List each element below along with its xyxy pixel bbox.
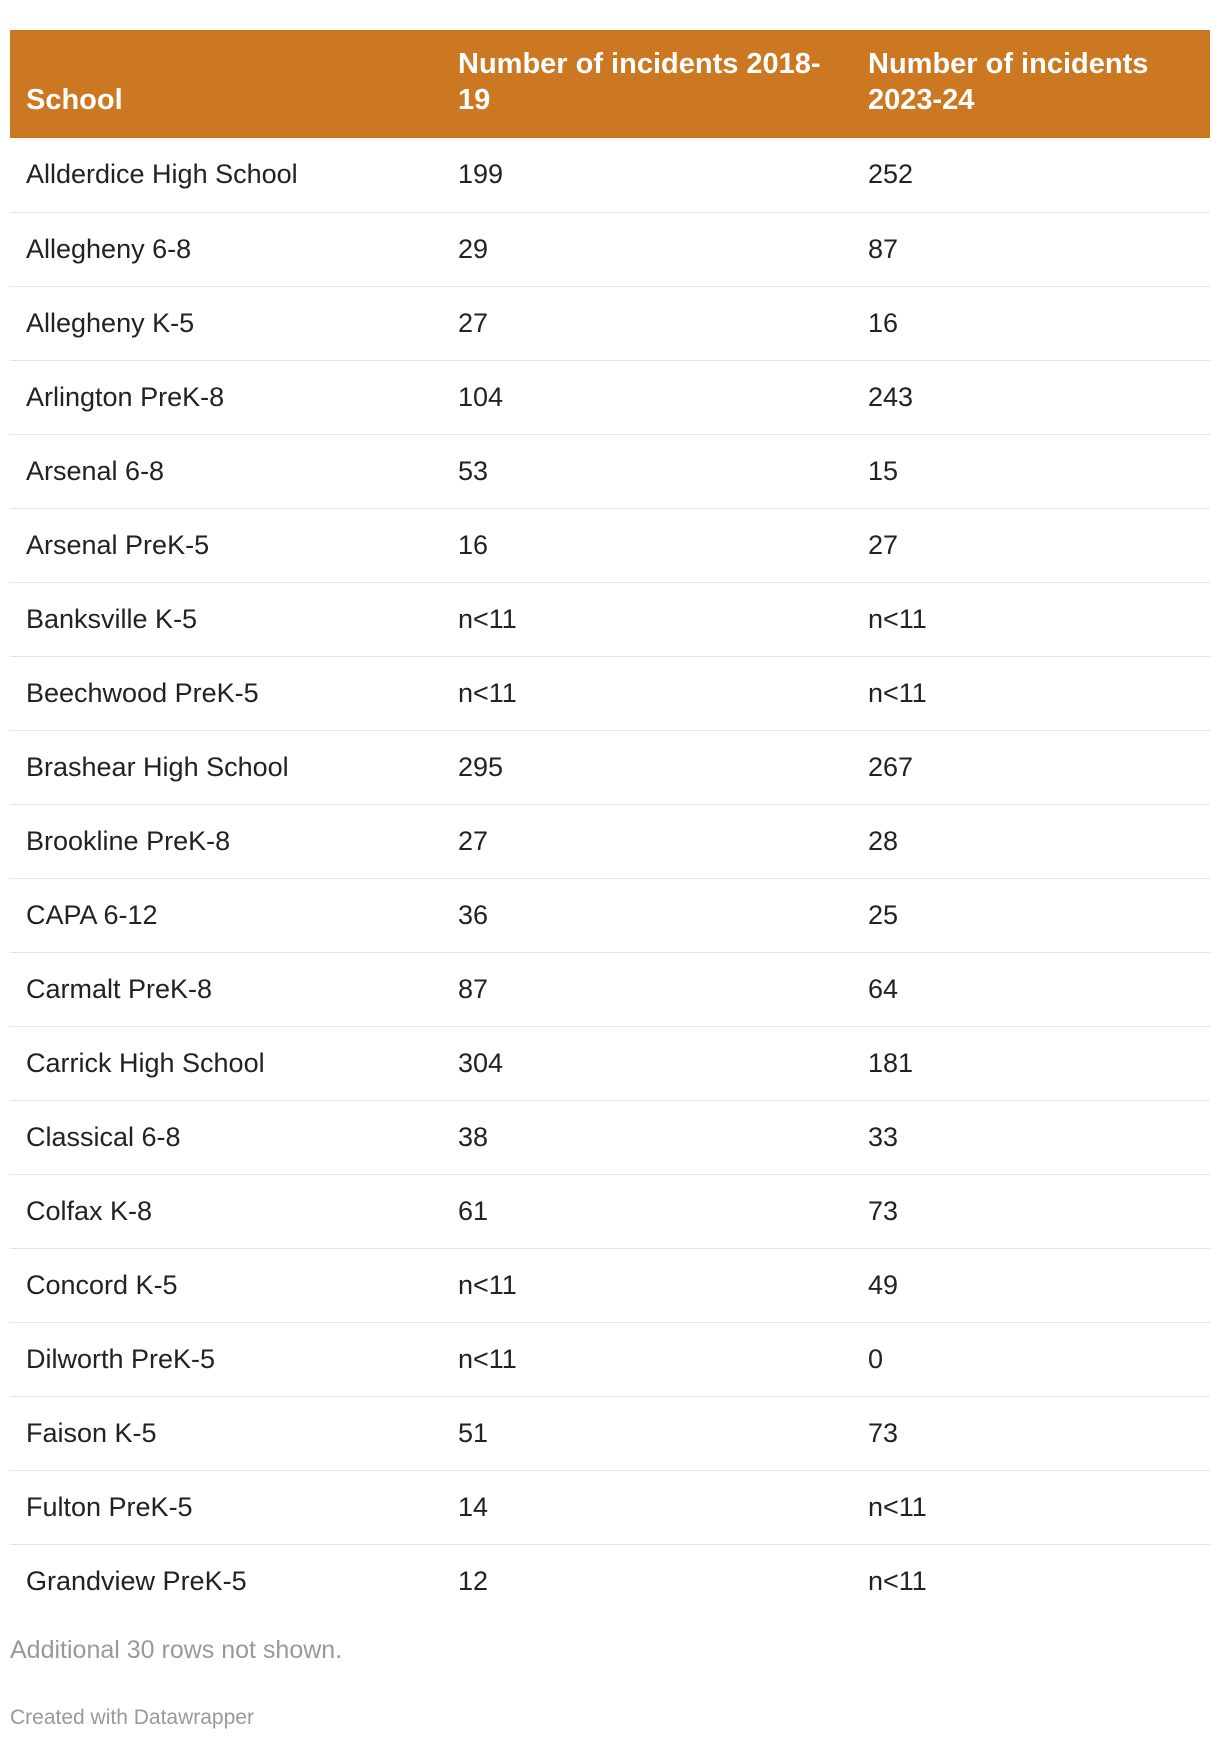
- school-name-cell: Brashear High School: [26, 751, 289, 782]
- incidents-2018-19-cell: 104: [458, 381, 504, 412]
- incidents-2023-24-cell: n<11: [868, 603, 927, 634]
- incidents-2018-19-cell: 27: [458, 307, 489, 338]
- table-row: [10, 878, 1210, 952]
- school-name-cell: Concord K-5: [26, 1269, 178, 1300]
- school-name-cell: Grandview PreK-5: [26, 1565, 247, 1596]
- incidents-2018-19-cell: 61: [458, 1195, 489, 1226]
- incidents-2018-19-cell: 27: [458, 825, 489, 856]
- incidents-2023-24-cell: 243: [868, 381, 914, 412]
- table-row: [10, 730, 1210, 804]
- school-name-cell: Arsenal PreK-5: [26, 529, 210, 560]
- school-name-cell: Colfax K-8: [26, 1195, 153, 1226]
- table-row: [10, 434, 1210, 508]
- school-name-cell: Beechwood PreK-5: [26, 677, 259, 708]
- incidents-2023-24-cell: n<11: [868, 1565, 927, 1596]
- incidents-2023-24-cell: 33: [868, 1121, 899, 1152]
- incidents-2023-24-cell: 181: [868, 1047, 914, 1078]
- table-row: [10, 1396, 1210, 1470]
- incidents-2023-24-cell: 0: [868, 1343, 884, 1374]
- incidents-2018-19-cell: 16: [458, 529, 489, 560]
- school-name-cell: Brookline PreK-8: [26, 825, 231, 856]
- table-row: [10, 582, 1210, 656]
- table-row: [10, 1100, 1210, 1174]
- incidents-2018-19-cell: 12: [458, 1565, 489, 1596]
- incidents-2023-24-cell: n<11: [868, 1491, 927, 1522]
- incidents-2018-19-cell: 38: [458, 1121, 489, 1152]
- table-row: [10, 286, 1210, 360]
- header-row: [10, 30, 1210, 138]
- incidents-2018-19-cell: n<11: [458, 677, 517, 708]
- rows-not-shown-note: Additional 30 rows not shown.: [10, 1636, 343, 1664]
- incidents-2023-24-cell: 25: [868, 899, 899, 930]
- incidents-2018-19-cell: 199: [458, 159, 504, 190]
- incidents-2023-24-cell: 87: [868, 233, 899, 264]
- table-row: [10, 212, 1210, 286]
- incidents-2023-24-cell: 64: [868, 973, 899, 1004]
- school-name-cell: Classical 6-8: [26, 1121, 181, 1152]
- school-name-cell: Arlington PreK-8: [26, 381, 225, 412]
- incidents-2023-24-cell: 27: [868, 529, 899, 560]
- table-row: [10, 138, 1210, 212]
- school-name-cell: Allegheny K-5: [26, 307, 195, 338]
- school-name-cell: Banksville K-5: [26, 603, 198, 634]
- incidents-2018-19-cell: 29: [458, 233, 489, 264]
- table-container: [10, 30, 1210, 1618]
- incidents-2023-24-cell: 49: [868, 1269, 899, 1300]
- incidents-2018-19-cell: 304: [458, 1047, 504, 1078]
- table-row: [10, 1470, 1210, 1544]
- incidents-2018-19-cell: 53: [458, 455, 489, 486]
- school-name-cell: Faison K-5: [26, 1417, 157, 1448]
- table-header: [10, 30, 1210, 138]
- incidents-2023-24-cell: 28: [868, 825, 899, 856]
- incidents-2018-19-cell: n<11: [458, 1343, 517, 1374]
- table-row: [10, 952, 1210, 1026]
- column-header-2023-24[interactable]: Number of incidents 2023-24: [868, 48, 1149, 116]
- school-name-cell: CAPA 6-12: [26, 899, 158, 930]
- table-row: [10, 1026, 1210, 1100]
- school-name-cell: Carmalt PreK-8: [26, 973, 213, 1004]
- table-row: [10, 804, 1210, 878]
- incidents-2023-24-cell: 16: [868, 307, 899, 338]
- incidents-2023-24-cell: n<11: [868, 677, 927, 708]
- incidents-2018-19-cell: 36: [458, 899, 489, 930]
- incidents-2018-19-cell: 87: [458, 973, 489, 1004]
- incidents-2018-19-cell: n<11: [458, 1269, 517, 1300]
- incidents-2023-24-cell: 73: [868, 1195, 899, 1226]
- incidents-2018-19-cell: 295: [458, 751, 504, 782]
- school-name-cell: Fulton PreK-5: [26, 1491, 193, 1522]
- incidents-2023-24-cell: 73: [868, 1417, 899, 1448]
- incidents-2018-19-cell: 14: [458, 1491, 489, 1522]
- table-row: [10, 1248, 1210, 1322]
- table-row: [10, 360, 1210, 434]
- incidents-2023-24-cell: 267: [868, 751, 914, 782]
- school-name-cell: Dilworth PreK-5: [26, 1343, 216, 1374]
- incidents-2018-19-cell: 51: [458, 1417, 489, 1448]
- incidents-2018-19-cell: n<11: [458, 603, 517, 634]
- school-name-cell: Allegheny 6-8: [26, 233, 192, 264]
- table-row: [10, 508, 1210, 582]
- school-name-cell: Arsenal 6-8: [26, 455, 165, 486]
- table-row: [10, 656, 1210, 730]
- column-header-2018-19[interactable]: Number of incidents 2018-19: [458, 48, 821, 116]
- table-row: [10, 1544, 1210, 1618]
- table-row: [10, 1174, 1210, 1248]
- table-row: [10, 1322, 1210, 1396]
- incidents-2023-24-cell: 15: [868, 455, 899, 486]
- column-header-school[interactable]: School: [26, 84, 123, 116]
- school-name-cell: Carrick High School: [26, 1047, 265, 1078]
- incidents-2023-24-cell: 252: [868, 159, 914, 190]
- school-name-cell: Allderdice High School: [26, 159, 298, 190]
- datawrapper-credit[interactable]: Created with Datawrapper: [10, 1706, 254, 1729]
- incidents-table: [10, 30, 1210, 1618]
- table-body: [10, 138, 1210, 1618]
